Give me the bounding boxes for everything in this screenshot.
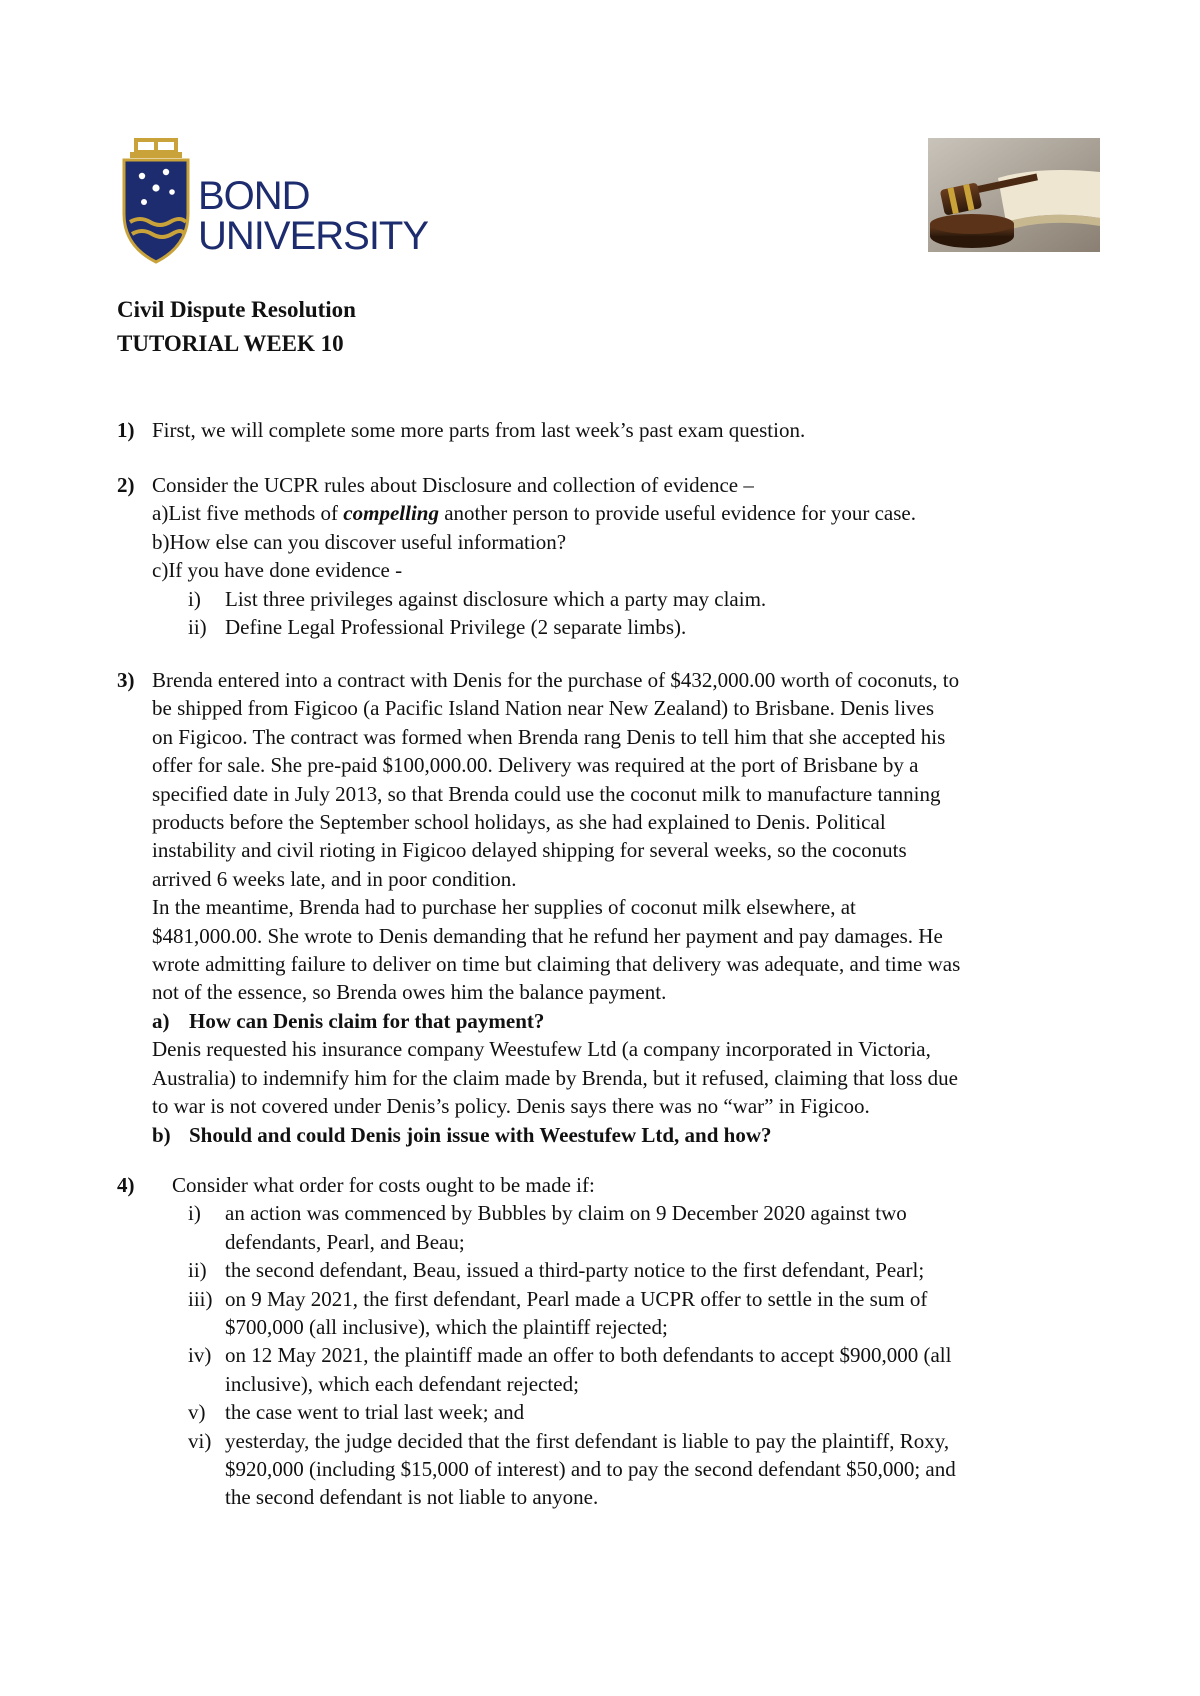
paragraph-line: on Figicoo. The contract was formed when Brenda rang Denis to tell him that she accepted his: [152, 724, 946, 749]
paragraph-line: wrote admitting failure to deliver on time but claiming that delivery was adequate, and time was: [152, 952, 961, 977]
list-item: [152, 613, 1035, 641]
sub-question-b: [152, 1121, 1097, 1149]
sub-question-text: How can Denis claim for that payment?: [189, 1008, 545, 1033]
list-item-text: defendants, Pearl, and Beau;: [225, 1229, 465, 1254]
part-a-suffix: another person to provide useful evidence for your case.: [438, 501, 916, 526]
list-item-number: iii): [188, 1286, 213, 1311]
paragraph-line: to war is not covered under Denis’s policy. Denis says there was no “war” in Figicoo.: [152, 1094, 870, 1119]
list-item-text: $920,000 (including $15,000 of interest) and to pay the second defendant $50,000; and: [225, 1457, 956, 1482]
list-item-text: inclusive), which each defendant rejected;: [225, 1371, 579, 1396]
question-intro: Consider the UCPR rules about Disclosure and collection of evidence –: [152, 473, 754, 497]
question-number: 1): [117, 418, 135, 442]
logo-line-bond: BOND: [198, 174, 310, 218]
sub-question-a: [152, 1007, 1097, 1035]
sub-question-label: a): [152, 1008, 170, 1033]
paragraph-line: offer for sale. She pre-paid $100,000.00. Delivery was required at the port of Brisbane by a: [152, 753, 919, 778]
list-item-text: List three privileges against disclosure which a party may claim.: [225, 586, 767, 611]
list-item: [152, 1398, 1035, 1426]
list-item-number: iv): [188, 1343, 212, 1368]
list-item-text: Define Legal Professional Privilege (2 separate limbs).: [225, 615, 687, 640]
paragraph-line: products before the September school holidays, as she had explained to Denis. Political: [152, 810, 886, 835]
list-item: [152, 1199, 1035, 1256]
scenario-paragraph-1: [152, 666, 1097, 893]
logo-wordmark: [198, 176, 428, 256]
question-number: 2): [117, 473, 135, 497]
paragraph-line: In the meantime, Brenda had to purchase her supplies of coconut milk elsewhere, at: [152, 895, 856, 920]
list-item-text: on 12 May 2021, the plaintiff made an offer to both defendants to accept $900,000 (all: [225, 1343, 952, 1368]
question-number: 4): [117, 1173, 135, 1197]
paragraph-line: be shipped from Figicoo (a Pacific Island Nation near New Zealand) to Brisbane. Denis lives: [152, 696, 935, 721]
sub-question-text: Should and could Denis join issue with Weestufew Ltd, and how?: [189, 1122, 772, 1147]
list-item-text: on 9 May 2021, the first defendant, Pearl made a UCPR offer to settle in the sum of: [225, 1286, 928, 1311]
question-intro: Consider what order for costs ought to be made if:: [172, 1173, 595, 1197]
tutorial-week-title: TUTORIAL WEEK 10: [117, 331, 344, 356]
question-part-a: [152, 499, 1097, 527]
list-item: [152, 1256, 1035, 1284]
list-item-text: yesterday, the judge decided that the first defendant is liable to pay the plaintiff, Roxy,: [225, 1428, 950, 1453]
gavel-book-photo: [928, 138, 1100, 252]
list-item-text: the second defendant is not liable to anyone.: [225, 1485, 599, 1510]
list-item-text: the case went to trial last week; and: [225, 1400, 525, 1425]
paragraph-line: $481,000.00. She wrote to Denis demanding that he refund her payment and pay damages. He: [152, 923, 943, 948]
scenario-paragraph-2: [152, 893, 1097, 1007]
list-item-number: v): [188, 1400, 206, 1425]
paragraph-line: Australia) to indemnify him for the claim made by Brenda, but it refused, claiming that loss due: [152, 1065, 958, 1090]
question-text: First, we will complete some more parts from last week’s past exam question.: [152, 418, 806, 442]
question-part-b: b)How else can you discover useful information?: [152, 529, 567, 554]
paragraph-line: instability and civil rioting in Figicoo delayed shipping for several weeks, so the coconuts: [152, 838, 907, 863]
part-a-prefix: a)List five methods of: [152, 501, 344, 526]
list-item-text: an action was commenced by Bubbles by claim on 9 December 2020 against two: [225, 1201, 907, 1226]
list-item-number: ii): [188, 1258, 207, 1283]
list-item-number: i): [188, 586, 201, 611]
paragraph-line: Brenda entered into a contract with Denis for the purchase of $432,000.00 worth of coconuts, to: [152, 668, 960, 692]
question-part-c: c)If you have done evidence -: [152, 558, 403, 583]
paragraph-line: Denis requested his insurance company Weestufew Ltd (a company incorporated in Victoria,: [152, 1037, 931, 1062]
list-item: [152, 585, 1035, 613]
list-item: [152, 1285, 1035, 1342]
sub-question-label: b): [152, 1122, 171, 1147]
scenario-paragraph-3: [152, 1035, 1097, 1120]
list-item-number: i): [188, 1201, 201, 1226]
logo-line-university: UNIVERSITY: [198, 214, 429, 258]
course-title: Civil Dispute Resolution: [117, 297, 356, 322]
crest-icon: [120, 136, 192, 266]
list-item-text: $700,000 (all inclusive), which the plaintiff rejected;: [225, 1315, 668, 1340]
part-a-emphasis: compelling: [343, 501, 439, 526]
paragraph-line: not of the essence, so Brenda owes him the balance payment.: [152, 980, 667, 1005]
paragraph-line: arrived 6 weeks late, and in poor condition.: [152, 866, 517, 891]
paragraph-line: specified date in July 2013, so that Brenda could use the coconut milk to manufacture tanning: [152, 781, 941, 806]
list-item: [152, 1341, 1035, 1398]
list-item: [152, 1427, 1035, 1512]
list-item-number: ii): [188, 615, 207, 640]
bond-university-logo: [120, 136, 440, 266]
list-item-number: vi): [188, 1428, 212, 1453]
list-item-text: the second defendant, Beau, issued a third-party notice to the first defendant, Pearl;: [225, 1258, 925, 1283]
question-number: 3): [117, 668, 135, 692]
